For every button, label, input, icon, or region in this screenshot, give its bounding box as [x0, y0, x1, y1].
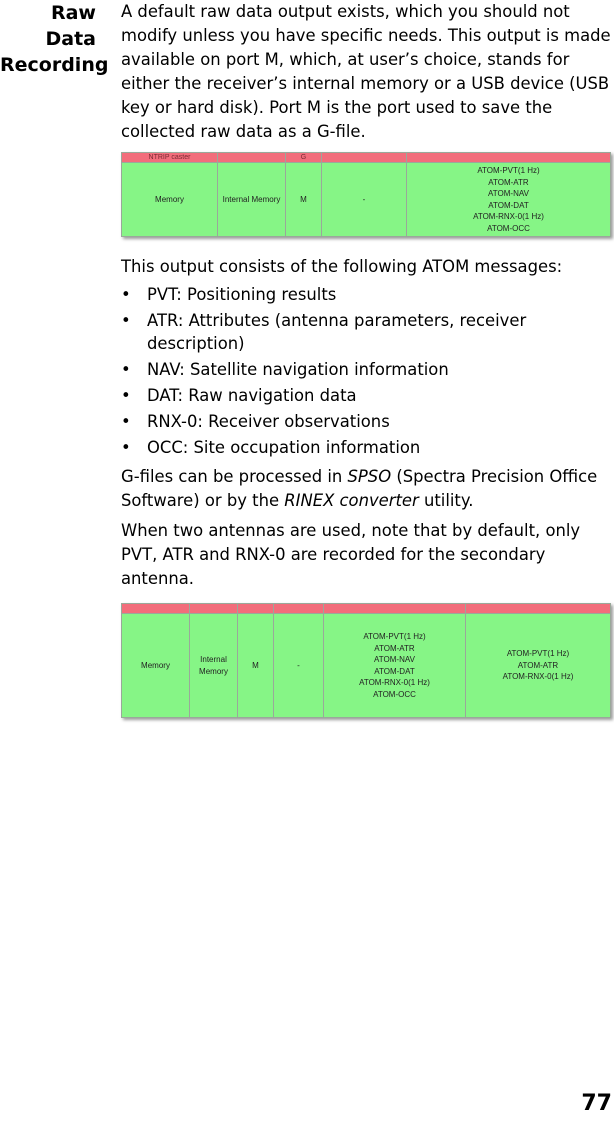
- message-item: ATOM-DAT: [374, 666, 415, 676]
- message-item: ATOM-PVT(1 Hz): [363, 632, 426, 641]
- section-heading-line-1: Raw Data: [45, 2, 96, 50]
- message-item: ATOM-RNX-0(1 Hz): [359, 678, 430, 687]
- message-item: ATOM-NAV: [488, 189, 529, 198]
- message-item: ATOM-ATR: [517, 660, 559, 670]
- list-item: • RNX-0: Receiver observations: [121, 412, 390, 431]
- rinex-converter-term: RINEX converter: [284, 491, 419, 510]
- bullet-icon: •: [121, 386, 131, 405]
- message-item: ATOM-DAT: [488, 200, 529, 210]
- content-column: [121, 0, 613, 718]
- section-heading-line-2: Recording: [0, 54, 109, 76]
- atom-message-list: [121, 283, 613, 459]
- message-item: ATOM-PVT(1 Hz): [506, 649, 570, 659]
- table-header-cell: [190, 604, 238, 614]
- intro-paragraph: A default raw data output exists, which you should not modify unless you have specific needs. This output is made available on port M, which, at user’s choice, stands for either the receiver’s internal memory or a USB device (USB key or hard disk). Port M is the port used to save the collected raw data as a G-file.: [121, 2, 611, 141]
- dual-antenna-output-table: [121, 603, 610, 718]
- bullet-icon: •: [121, 285, 131, 304]
- table-header-cell: [218, 153, 286, 163]
- device-cell: Internal Memory: [218, 163, 286, 237]
- message-item: ATOM-ATR: [374, 643, 415, 653]
- secondary-messages-cell: [466, 614, 611, 718]
- list-item: • OCC: Site occupation information: [121, 438, 421, 457]
- spso-term: SPSO: [347, 467, 392, 486]
- table-row: [122, 614, 611, 718]
- table-row: [122, 163, 611, 237]
- message-item: ATOM-OCC: [487, 223, 530, 233]
- table-header-cell: [466, 604, 611, 614]
- raw-data-output-table: [121, 152, 610, 237]
- table-header-cell: [238, 604, 274, 614]
- list-item: • DAT: Raw navigation data: [121, 386, 357, 405]
- table-header-cell: [324, 604, 466, 614]
- table-header-row: [122, 153, 611, 163]
- message-item: ATOM-ATR: [488, 177, 529, 187]
- messages-cell: [407, 163, 611, 237]
- table-header-cell: NTRIP caster: [122, 153, 218, 163]
- message-item: ATOM-RNX-0(1 Hz): [473, 212, 544, 221]
- device-cell: Internal Memory: [190, 614, 238, 718]
- table-header-cell: [407, 153, 611, 163]
- bullet-icon: •: [121, 438, 131, 457]
- port-cell: M: [238, 614, 274, 718]
- table-header-cell: [322, 153, 407, 163]
- table-header-row: [122, 604, 611, 614]
- bullet-icon: •: [121, 412, 131, 431]
- port-cell: M: [286, 163, 322, 237]
- output-type-cell: Memory: [122, 163, 218, 237]
- message-item: ATOM-OCC: [373, 689, 416, 699]
- list-item: • NAV: Satellite navigation information: [121, 360, 449, 379]
- list-item: • PVT: Positioning results: [121, 285, 337, 304]
- primary-messages-cell: [324, 614, 466, 718]
- two-antennas-paragraph: When two antennas are used, note that by default, only PVT, ATR and RNX-0 are recorded for the secondary antenna.: [121, 521, 581, 588]
- message-item: ATOM-PVT(1 Hz): [477, 166, 540, 175]
- list-item: • ATR: Attributes (antenna parameters, receiver description): [121, 311, 527, 353]
- bullet-icon: •: [121, 311, 131, 330]
- gfiles-paragraph: G-files can be processed in SPSO (Spectra Precision Office Software) or by the RINEX converter utility.: [121, 467, 598, 510]
- page-number: 77: [581, 1091, 612, 1116]
- table-header-cell: [122, 604, 190, 614]
- table-header-cell: [274, 604, 324, 614]
- consists-paragraph: This output consists of the following ATOM messages:: [121, 257, 563, 276]
- dash-cell: -: [274, 614, 324, 718]
- bullet-icon: •: [121, 360, 131, 379]
- table-header-cell: G: [286, 153, 322, 163]
- dash-cell: -: [322, 163, 407, 237]
- message-item: ATOM-RNX-0(1 Hz): [502, 672, 574, 682]
- output-type-cell: Memory: [122, 614, 190, 718]
- section-heading: [0, 0, 109, 78]
- message-item: ATOM-NAV: [374, 655, 415, 664]
